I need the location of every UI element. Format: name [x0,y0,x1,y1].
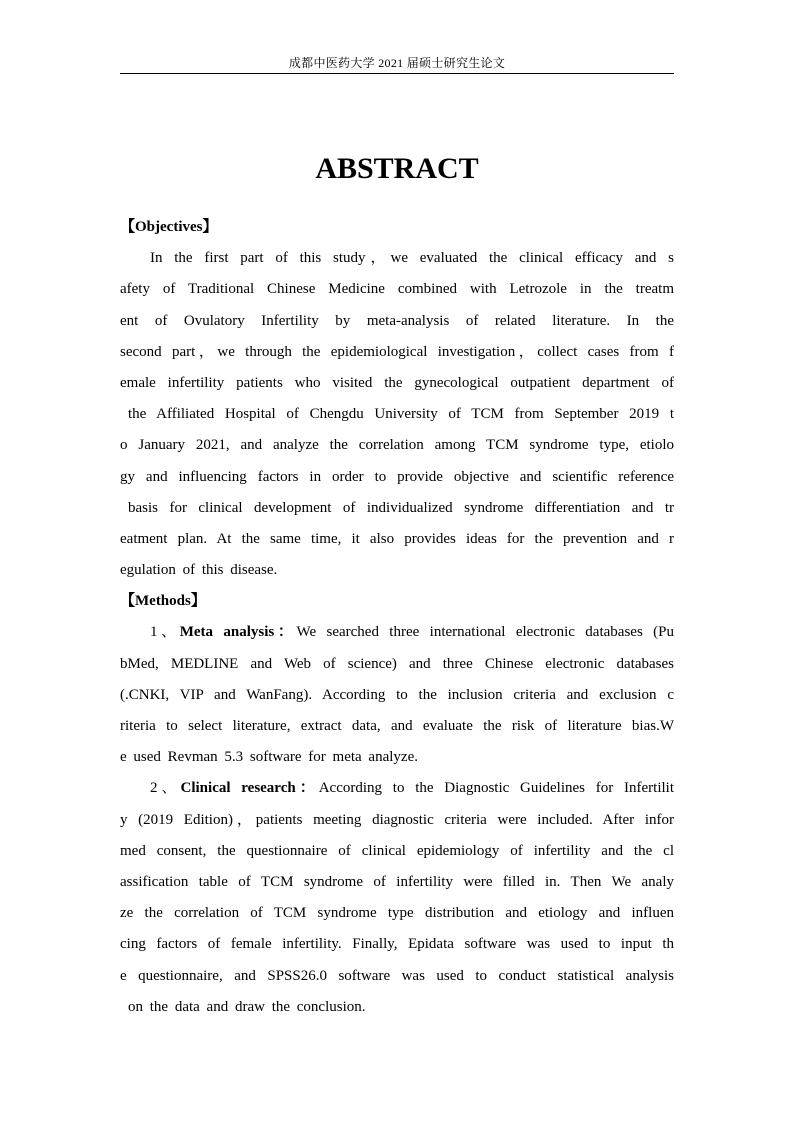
meta-analysis-text: We searched three international electronic databases (Pu [296,624,674,641]
clinical-research-label: Clinical research： [180,780,319,797]
clinical-research-line: ze the correlation of TCM syndrome type distribution and etiology and influen [120,905,674,922]
objectives-line: basis for clinical development of individualized syndrome differentiation and tr [128,499,674,516]
meta-analysis-label: Meta analysis： [179,624,297,641]
abstract-title: ABSTRACT [315,152,479,185]
meta-analysis-line: (.CNKI, VIP and WanFang). According to the inclusion criteria and exclusion c [120,686,674,703]
abstract-body [120,212,674,1023]
clinical-research-line: assification table of TCM syndrome of infertility were filled in. Then We analy [120,873,674,890]
clinical-research-line: on the data and draw the conclusion. [128,998,366,1015]
objectives-line: o January 2021, and analyze the correlation among TCM syndrome type, etiolo [120,437,674,454]
meta-analysis-first-line [120,617,674,648]
objectives-line: the Affiliated Hospital of Chengdu University of TCM from September 2019 t [128,406,674,423]
meta-analysis-line: bMed, MEDLINE and Web of science) and three Chinese electronic databases [120,655,674,672]
clinical-research-line: y (2019 Edition)，patients meeting diagnostic criteria were included. After infor [120,811,674,828]
meta-analysis-number: 1、 [150,624,180,641]
objectives-line: ent of Ovulatory Infertility by meta-analysis of related literature. In the [120,312,674,329]
clinical-research-line: e questionnaire, and SPSS26.0 software was used to conduct statistical analysis [120,967,674,984]
meta-analysis-line: e used Revman 5.3 software for meta analyze. [120,749,418,766]
objectives-line: In the first part of this study，we evaluated the clinical efficacy and s [150,250,674,267]
clinical-research-line: med consent, the questionnaire of clinical epidemiology of infertility and the cl [120,842,674,859]
clinical-research-number: 2、 [150,780,181,797]
clinical-research-first-line [120,773,674,804]
objectives-line: gy and influencing factors in order to provide objective and scientific reference [120,468,674,485]
methods-heading: 【Methods】 [120,593,206,610]
meta-analysis-line: riteria to select literature, extract data, and evaluate the risk of literature bias.W [120,718,674,734]
header-rule [120,73,674,74]
running-header: 成都中医药大学 2021 届硕士研究生论文 [288,56,506,70]
objectives-heading: 【Objectives】 [120,219,218,235]
clinical-research-line: cing factors of female infertility. Finally, Epidata software was used to input th [120,936,674,953]
objectives-line: second part，we through the epidemiological investigation，collect cases from f [120,343,674,360]
objectives-line: afety of Traditional Chinese Medicine combined with Letrozole in the treatm [120,281,674,298]
objectives-line: egulation of this disease. [120,562,278,579]
objectives-line: emale infertility patients who visited the gynecological outpatient department of [120,374,674,391]
clinical-research-text: According to the Diagnostic Guidelines for Infertilit [318,780,674,797]
objectives-line: eatment plan. At the same time, it also provides ideas for the prevention and r [120,530,674,547]
